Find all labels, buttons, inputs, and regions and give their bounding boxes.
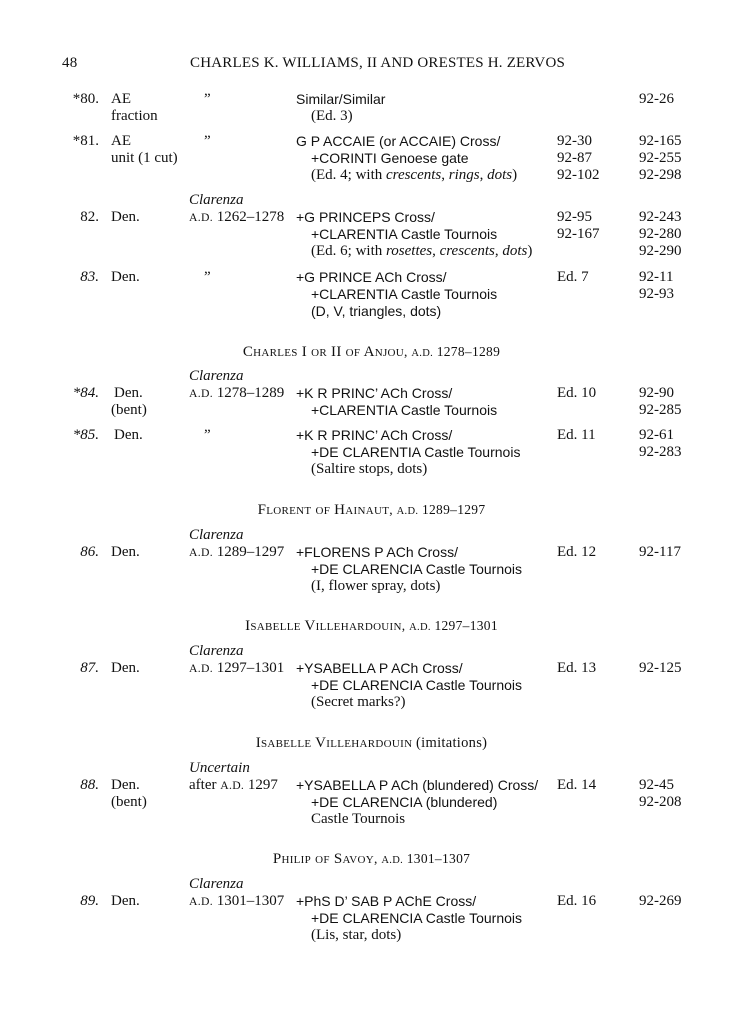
entry-date: A.D. 1289–1297 [189,544,285,560]
entry-catalogue-ref: 92-208 [639,794,682,810]
entry-legend: (Secret marks?) [311,694,406,710]
entry-date: A.D. 1301–1307 [189,893,285,909]
entry-denomination: Den. [111,660,140,676]
entry-date: A.D. 1278–1289 [189,385,285,401]
entry-date: ” [204,133,211,149]
entry-mint: Clarenza [189,368,244,384]
entry-legend: (D, V, triangles, dots) [311,303,442,319]
entry-denomination: Den. [114,385,143,401]
entry-find-ref: Ed. 12 [557,544,597,560]
entry-legend: +G PRINCEPS Cross/ [296,209,435,225]
entry-legend: G P ACCAIE (or ACCAIE) Cross/ [296,133,501,149]
entry-catalogue-ref: 92-45 [639,777,674,793]
entry-mint: Clarenza [189,192,244,208]
section-heading [0,344,743,361]
entry-find-ref: 92-30 [557,133,592,149]
entry-find-ref: Ed. 11 [557,427,596,443]
entry-date: A.D. 1297–1301 [189,660,285,676]
entry-number: *84. [72,385,99,401]
entry-catalogue-ref: 92-125 [639,660,682,676]
entry-legend: +CORINTI Genoese gate [311,150,469,166]
entry-legend: (I, flower spray, dots) [311,578,441,594]
entry-denomination: Den. [111,544,140,560]
entry-legend: +FLORENS P ACh Cross/ [296,544,458,560]
entry-legend: (Ed. 3) [311,108,353,124]
entry-catalogue-ref: 92-90 [639,385,674,401]
section-dates: A.D. 1289–1297 [396,502,486,517]
entry-legend: +YSABELLA P ACh (blundered) Cross/ [296,777,539,793]
entry-catalogue-ref: 92-165 [639,133,682,149]
entry-denomination: fraction [111,108,158,124]
entry-catalogue-ref: 92-61 [639,427,674,443]
entry-find-ref: Ed. 16 [557,893,597,909]
entry-denomination: Den. [111,777,140,793]
entry-denomination: AE [111,133,131,149]
entry-mint: Clarenza [189,527,244,543]
entry-legend: Castle Tournois [311,811,406,827]
entry-catalogue-ref: 92-283 [639,444,682,460]
entry-find-ref: 92-167 [557,226,600,242]
entry-number: 87. [80,660,99,676]
entry-date: ” [204,269,211,285]
entry-mint: Uncertain [189,760,250,776]
entry-denomination: Den. [114,427,143,443]
section-ruler: Florent of Hainaut [257,502,390,518]
entry-find-ref: 92-87 [557,150,592,166]
entry-catalogue-ref: 92-11 [639,269,674,285]
entry-legend: +YSABELLA P ACh Cross/ [296,660,463,676]
entry-legend: (Saltire stops, dots) [311,461,428,477]
entry-legend: (Ed. 4; with crescents, rings, dots) [311,167,518,183]
section-dates: (imitations) [416,735,488,751]
entry-legend: (Ed. 6; with rosettes, crescents, dots) [311,243,533,259]
entry-mint: Clarenza [189,876,244,892]
entry-legend: +CLARENTIA Castle Tournois [311,226,498,242]
entry-find-ref: Ed. 7 [557,269,589,285]
entry-denomination: (bent) [111,794,147,810]
entry-catalogue-ref: 92-269 [639,893,682,909]
section-separator: , [401,618,410,633]
entry-denomination: Den. [111,893,140,909]
entry-number: 82. [80,209,99,225]
section-dates: A.D. 1301–1307 [381,851,471,866]
entry-catalogue-ref: 92-255 [639,150,682,166]
entry-denomination: AE [111,91,131,107]
entry-catalogue-ref: 92-93 [639,286,674,302]
entry-legend: +G PRINCE ACh Cross/ [296,269,447,285]
entry-number: 89. [80,893,99,909]
entry-find-ref: 92-95 [557,209,592,225]
section-heading [0,851,743,868]
entry-legend: +DE CLARENCIA Castle Tournois [311,561,522,577]
entry-catalogue-ref: 92-26 [639,91,674,107]
entry-find-ref: Ed. 14 [557,777,597,793]
entry-legend: +DE CLARENCIA Castle Tournois [311,677,522,693]
section-ruler: Philip of Savoy [272,851,375,867]
entry-date: after A.D. 1297 [189,777,278,793]
section-ruler: Isabelle Villehardouin [245,618,402,634]
entry-legend: +DE CLARENTIA Castle Tournois [311,444,521,460]
entry-legend: +K R PRINC’ ACh Cross/ [296,427,453,443]
entry-number: 86. [80,544,99,560]
entry-find-ref: 92-102 [557,167,600,183]
section-heading [0,502,743,519]
entry-legend: (Lis, star, dots) [311,927,402,943]
entry-legend: +K R PRINC’ ACh Cross/ [296,385,453,401]
entry-denomination: (bent) [111,402,147,418]
section-dates: A.D. 1297–1301 [409,618,498,633]
entry-legend: +CLARENTIA Castle Tournois [311,286,498,302]
entry-legend: Similar/Similar [296,91,386,107]
running-title: CHARLES K. WILLIAMS, II AND ORESTES H. ZERVOS [190,55,566,71]
entry-catalogue-ref: 92-290 [639,243,682,259]
entry-date: ” [204,91,211,107]
entry-catalogue-ref: 92-285 [639,402,682,418]
entry-number: *85. [72,427,99,443]
entry-find-ref: Ed. 10 [557,385,597,401]
entry-legend: +DE CLARENCIA Castle Tournois [311,910,522,926]
entry-catalogue-ref: 92-243 [639,209,682,225]
section-separator: , [389,502,397,517]
section-dates: A.D. 1278–1289 [411,344,501,359]
entry-denomination: Den. [111,209,140,225]
section-heading [0,618,743,635]
entry-mint: Clarenza [189,643,244,659]
entry-legend: +CLARENTIA Castle Tournois [311,402,498,418]
entry-catalogue-ref: 92-280 [639,226,682,242]
entry-catalogue-ref: 92-298 [639,167,682,183]
section-ruler: Charles I or II of Anjou [242,344,405,360]
entry-find-ref: Ed. 13 [557,660,597,676]
page-number: 48 [62,55,78,71]
entry-legend: +PhS D’ SAB P AChE Cross/ [296,893,477,909]
entry-number: 88. [80,777,99,793]
entry-catalogue-ref: 92-117 [639,544,681,560]
entry-date: A.D. 1262–1278 [189,209,285,225]
section-heading [0,735,743,752]
entry-number: 83. [80,269,99,285]
entry-legend: +DE CLARENCIA (blundered) [311,794,498,810]
section-ruler: Isabelle Villehardouin [255,735,413,751]
entry-denomination: Den. [111,269,140,285]
entry-number: *81. [72,133,99,149]
section-separator: , [374,851,382,866]
section-separator: , [404,344,412,359]
entry-number: *80. [72,91,99,107]
entry-denomination: unit (1 cut) [111,150,178,166]
entry-date: ” [204,427,211,443]
